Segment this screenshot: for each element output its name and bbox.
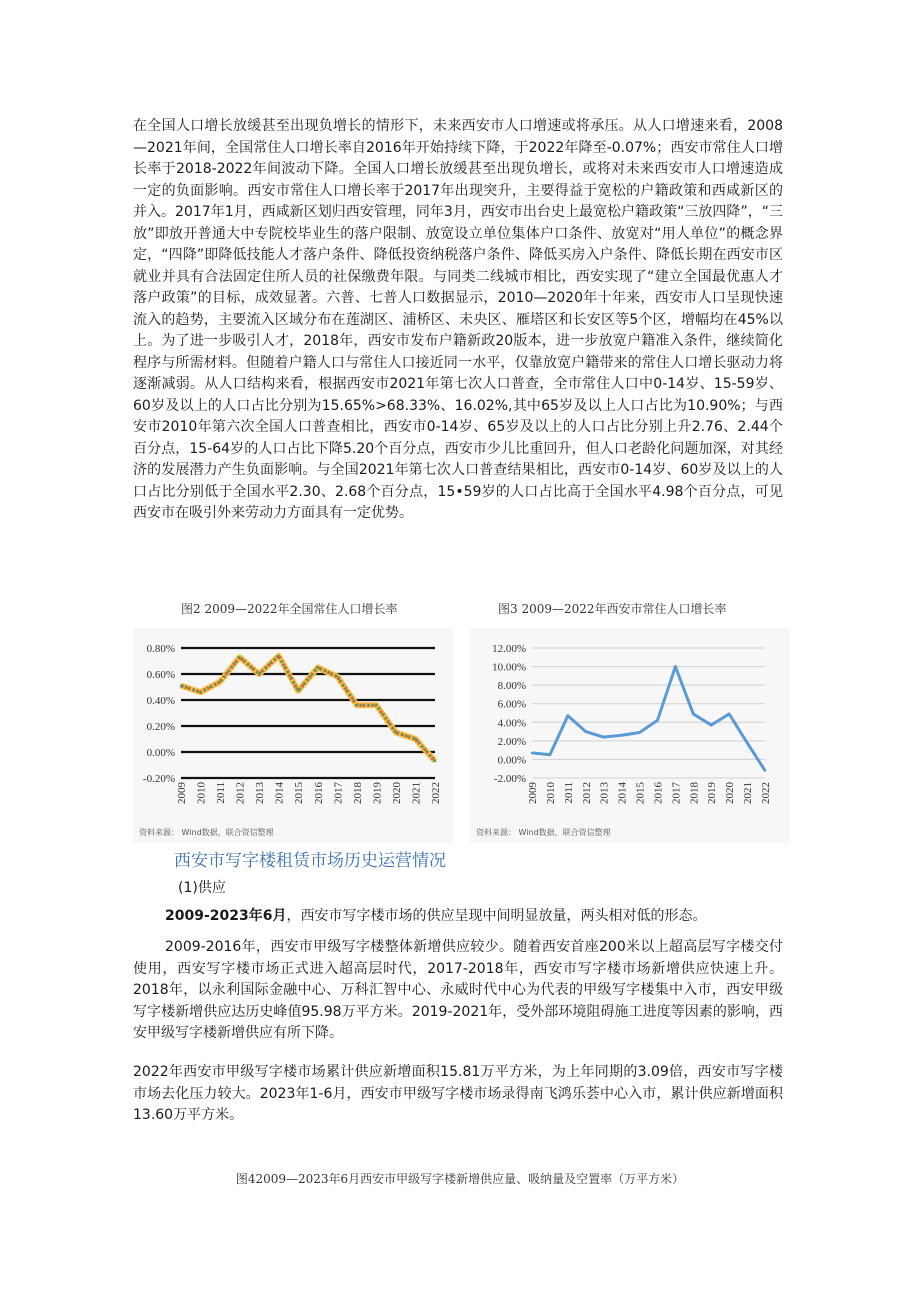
- data-point: [567, 715, 569, 717]
- figure2-caption: 图2 2009—2022年全国常住人口增长率: [181, 602, 398, 616]
- x-tick-label: 2012: [580, 782, 593, 804]
- data-point: [728, 713, 730, 715]
- y-tick-label: 8.00%: [497, 680, 526, 693]
- x-tick-label: 2019: [706, 782, 719, 804]
- data-point: [434, 760, 436, 762]
- x-tick-label: 2020: [724, 782, 737, 804]
- x-tick-label: 2018: [351, 782, 364, 804]
- subsection-heading: (1)供应: [178, 880, 226, 896]
- data-point: [336, 675, 338, 677]
- supply-summary-paragraph: [133, 906, 783, 928]
- supply-summary-text: ，西安市写字楼市场的供应呈现中间明显放量，两头相对低的形态。: [286, 908, 707, 924]
- chart-source: 资料来源： Wind数据，联合资信整理: [139, 828, 274, 837]
- chart-source: 资料来源： Wind数据，联合资信整理: [476, 828, 611, 837]
- data-point: [620, 734, 622, 736]
- data-point: [531, 752, 533, 754]
- x-tick-label: 2011: [562, 782, 575, 804]
- x-tick-label: 2013: [254, 782, 267, 804]
- x-tick-label: 2022: [430, 782, 442, 804]
- section-heading: 西安市写字楼租赁市场历史运营情况: [174, 851, 446, 871]
- x-tick-label: 2010: [544, 782, 557, 804]
- data-point: [258, 673, 260, 675]
- y-tick-label: 0.80%: [146, 643, 175, 655]
- x-tick-label: 2009: [527, 782, 539, 804]
- data-point: [585, 730, 587, 732]
- data-point: [238, 656, 240, 658]
- x-tick-label: 2014: [273, 782, 286, 804]
- national-growth-chart: [133, 628, 453, 843]
- y-tick-label: 2.00%: [497, 735, 526, 748]
- x-tick-label: 2017: [670, 782, 683, 804]
- x-tick-label: 2011: [215, 782, 228, 804]
- y-tick-label: 10.00%: [492, 661, 526, 674]
- x-tick-label: 2015: [634, 782, 647, 804]
- data-point: [317, 666, 319, 668]
- y-tick-label: 0.00%: [146, 747, 175, 759]
- data-point: [764, 769, 766, 771]
- x-tick-label: 2017: [332, 782, 345, 804]
- x-tick-label: 2010: [195, 782, 208, 804]
- y-tick-label: 0.60%: [146, 669, 175, 681]
- data-point: [395, 731, 397, 733]
- y-tick-label: 0.40%: [146, 695, 175, 707]
- y-tick-label: -2.00%: [493, 773, 526, 785]
- x-tick-label: 2021: [742, 782, 755, 804]
- x-tick-label: 2016: [652, 782, 665, 804]
- data-point: [710, 724, 712, 726]
- x-tick-label: 2018: [688, 782, 701, 804]
- supply-2022-paragraph: 2022年西安市甲级写字楼市场累计供应新增面积15.81万平方米，为上年同期的3.09倍，西安市写字楼市场去化压力较大。2023年1-6月，西安市甲级写字楼市场录得南飞鸿乐荟中心入市，累计供应新增面积13.60万平方米。: [133, 1064, 783, 1123]
- x-tick-label: 2013: [598, 782, 611, 804]
- y-tick-label: 12.00%: [492, 643, 526, 655]
- data-point: [375, 704, 377, 706]
- x-tick-label: 2012: [234, 782, 247, 804]
- y-tick-label: 0.00%: [497, 754, 526, 767]
- data-point: [638, 731, 640, 733]
- data-point: [656, 719, 658, 721]
- y-tick-label: 4.00%: [497, 717, 526, 730]
- data-point: [277, 655, 279, 657]
- y-tick-label: 6.00%: [497, 698, 526, 711]
- data-point: [199, 691, 201, 693]
- x-tick-label: 2015: [293, 782, 306, 804]
- y-tick-label: -0.20%: [142, 773, 175, 785]
- y-tick-label: 0.20%: [146, 721, 175, 733]
- data-point: [297, 690, 299, 692]
- x-tick-label: 2021: [410, 782, 423, 804]
- data-point: [219, 681, 221, 683]
- data-point: [674, 665, 676, 667]
- x-tick-label: 2009: [176, 782, 188, 804]
- data-point: [692, 713, 694, 715]
- data-point: [549, 754, 551, 756]
- figure3-caption: 图3 2009—2022年西安市常住人口增长率: [498, 602, 727, 616]
- x-tick-label: 2022: [760, 782, 772, 804]
- x-tick-label: 2020: [390, 782, 403, 804]
- x-tick-label: 2019: [371, 782, 384, 804]
- intro-paragraph: 在全国人口增长放缓甚至出现负增长的情形下，未来西安市人口增速或将承压。从人口增速来看，2008—2021年间，全国常住人口增长率自2016年开始持续下降，于2022年降至-0.07%；西安市常住人口增长率于2018-2022年间波动下降。全国人口增长放缓甚至出现负增长，或将对未来西安市人口增速造成一定的负面影响。西安市常住人口增长率于2017年出现突升，主要得益于宽松的户籍政策和西咸新区的并入。2017年1月，西咸新区划归西安管理，同年3月，西安市出台史上最宽松户籍政策“三放四降”，“三放”即放开普通大中专院校毕业生的落户限制、放宽设立单位集体户口条件、放宽对“用人单位”的概念界定，“四降”即降低技能人才落户条件、降低投资纳税落户条件、降低买房入户条件、降低长期在西安市区就业并具有合法固定住所人员的社保缴费年限。与同类二线城市相比，西安实现了“建立全国最优惠人才落户政策”的目标，成效显著。六普、七普人口数据显示，2010—2020年十年来，西安市人口呈现快速流入的趋势，主要流入区域分布在莲湖区、浦桥区、未央区、雁塔区和长安区等5个区，增幅均在45%以上。为了进一步吸引人才，2018年，西安市发布户籍新政20版本，进一步放宽户籍准入条件，继续简化程序与所需材料。但随着户籍人口与常住人口接近同一水平，仅靠放宽户籍带来的常住人口增长驱动力将逐渐减弱。从人口结构来看，根据西安市2021年第七次人口普查，全市常住人口中0-14岁、15-59岁、60岁及以上的人口占比分别为15.65%>68.33%、16.02%,其中65岁及以上人口占比为10.90%；与西安市2010年第六次全国人口普查相比，西安市0-14岁、65岁及以上的人口占比分别上升2.76、2.44个百分点，15-64岁的人口占比下降5.20个百分点，西安市少儿比重回升，但人口老龄化问题加深，对其经济的发展潜力产生负面影响。与全国2021年第七次人口普查结果相比，西安市0-14岁、60岁及以上的人口占比分别低于全国水平2.30、2.68个百分点，15•59岁的人口占比高于全国水平4.98个百分点，可见西安市在吸引外来劳动力方面具有一定优势。: [133, 118, 783, 521]
- data-point: [746, 742, 748, 744]
- data-point: [602, 736, 604, 738]
- data-point: [414, 738, 416, 740]
- data-point: [356, 704, 358, 706]
- figure4-caption: 图42009—2023年6月西安市甲级写字楼新增供应量、吸纳量及空置率（万平方米）: [235, 1172, 685, 1186]
- x-tick-label: 2016: [312, 782, 325, 804]
- period-bold: 2009-2023年6月: [165, 908, 287, 924]
- data-point: [180, 685, 182, 687]
- x-tick-label: 2014: [616, 782, 629, 804]
- supply-history-paragraph: 2009-2016年，西安市甲级写字楼整体新增供应较少。随着西安首座200米以上超高层写字楼交付使用，西安写字楼市场正式进入超高层时代，2017-2018年，西安市写字楼市场新增供应快速上升。2018年，以永利国际金融中心、万科汇智中心、永威时代中心为代表的甲级写字楼集中入市，西安甲级写字楼新增供应达历史峰值95.98万平方米。2019-2021年，受外部环境阻碍施工进度等因素的影响，西安甲级写字楼新增供应有所下降。: [133, 939, 783, 1041]
- xian-growth-chart: [470, 628, 790, 843]
